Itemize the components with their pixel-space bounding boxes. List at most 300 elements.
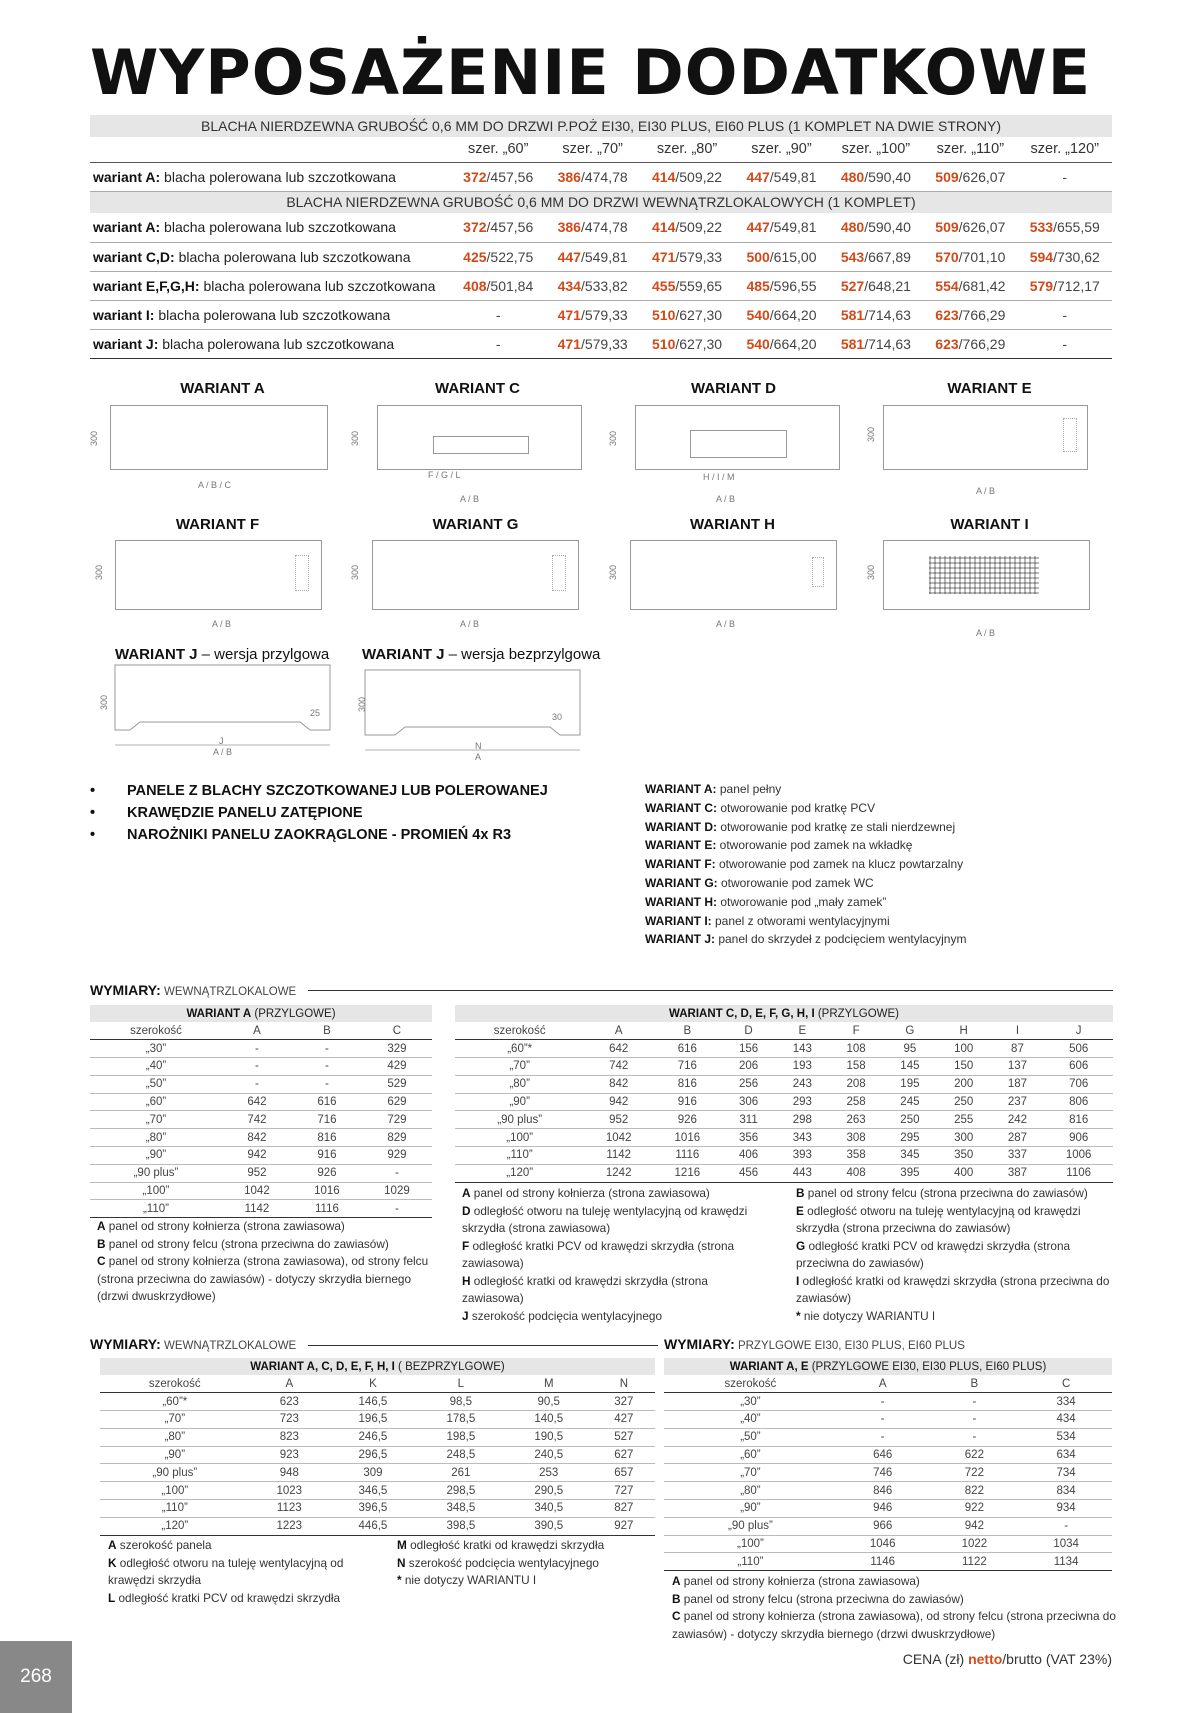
gross-price: /681,42: [958, 277, 1006, 294]
variant-name: wariant E,F,G,H:: [93, 277, 200, 294]
price-cell: [829, 162, 923, 191]
table-cell: 922: [929, 1500, 1021, 1518]
table-row: [100, 1446, 655, 1464]
panel-drawing-g: [372, 540, 579, 610]
table-cell: 245: [883, 1093, 937, 1111]
legend-key: WARIANT D:: [645, 819, 717, 834]
net-price: 372: [463, 219, 487, 236]
table-cell: 1006: [1044, 1147, 1113, 1165]
table-cell: 248,5: [417, 1446, 505, 1464]
column-header-row: [664, 1375, 1112, 1393]
table-cell: 729: [362, 1111, 432, 1129]
note-key: *: [796, 1308, 801, 1323]
table-cell: 100: [937, 1040, 991, 1058]
column-header: M: [505, 1375, 593, 1393]
note-key: K: [108, 1555, 117, 1570]
price-cell: [923, 242, 1017, 271]
section-heading: WYMIARY: PRZYLGOWE EI30, EI30 PLUS, EI60 PLUS: [664, 1336, 965, 1352]
note-item: [672, 1591, 1117, 1609]
price-cell: [1018, 300, 1112, 329]
table-cell: „100”: [90, 1182, 222, 1200]
gross-price: /533,82: [580, 277, 628, 294]
note-item: [796, 1203, 1116, 1238]
table-cell: 1116: [653, 1147, 722, 1165]
table-cell: 829: [362, 1129, 432, 1147]
column-header: G: [883, 1022, 937, 1040]
table-cell: 95: [883, 1040, 937, 1058]
table-cell: 723: [250, 1411, 329, 1429]
table-cell: 434: [1020, 1411, 1112, 1429]
table-cell: 348,5: [417, 1500, 505, 1518]
table-cell: 623: [250, 1393, 329, 1411]
table-cell: 237: [991, 1093, 1045, 1111]
table-cell: 287: [991, 1129, 1045, 1147]
table-cell: „90”: [455, 1093, 584, 1111]
table-cell: 290,5: [505, 1482, 593, 1500]
table-cell: 427: [593, 1411, 655, 1429]
table-cell: 923: [250, 1446, 329, 1464]
table-cell: „120”: [455, 1164, 584, 1182]
variant-name: wariant J:: [93, 335, 159, 352]
table-cell: „110”: [455, 1147, 584, 1165]
note-text: panel od strony felcu (strona przeciwna do zawiasów): [804, 1186, 1088, 1200]
dim-width: A / B: [460, 494, 480, 504]
net-price: 386: [557, 219, 581, 236]
table-row: [664, 1535, 1112, 1553]
table-cell: 446,5: [329, 1517, 417, 1535]
table-cell: „30”: [90, 1040, 222, 1058]
gross-price: /626,07: [958, 219, 1006, 236]
table-cell: 298: [775, 1111, 829, 1129]
page-title: WYPOSAŻENIE DODATKOWE: [90, 36, 1092, 109]
note-key: F: [462, 1238, 470, 1253]
dimensions-table-cdefghi: [455, 1005, 1113, 1183]
width-header: szer. „120”: [1018, 137, 1112, 162]
variant-legend: [645, 780, 966, 949]
table-cell: 642: [584, 1040, 653, 1058]
table-cell: 137: [991, 1058, 1045, 1076]
table-cell: 156: [722, 1040, 776, 1058]
price-row: [90, 329, 1112, 358]
gross-price: /457,56: [486, 168, 534, 185]
price-cell: [640, 213, 734, 242]
variant-desc: blacha polerowana lub szczotkowana: [174, 248, 411, 265]
net-price: 623: [935, 306, 959, 323]
table-cell: 534: [1020, 1428, 1112, 1446]
table-row: [90, 1058, 432, 1076]
table-cell: 400: [937, 1164, 991, 1182]
table-cell: „80”: [664, 1482, 837, 1500]
legend-text: panel do skrzydeł z podcięciem wentylacyjnym: [715, 932, 967, 947]
gross-price: -: [1062, 168, 1068, 185]
table-cell: „90 plus”: [100, 1464, 250, 1482]
table-cell: 1042: [584, 1129, 653, 1147]
table-cell: 343: [775, 1129, 829, 1147]
net-price: 447: [746, 168, 770, 185]
table-cell: -: [222, 1075, 292, 1093]
caption-text: (PRZYLGOWE): [251, 1007, 336, 1020]
price-cell: [829, 300, 923, 329]
legend-item: [645, 874, 966, 893]
note-item: [672, 1608, 1117, 1643]
table-caption: [664, 1358, 1112, 1375]
legend-key: WARIANT H:: [645, 894, 717, 909]
table-row: [664, 1446, 1112, 1464]
note-item: [462, 1203, 772, 1238]
note-item: [97, 1236, 437, 1254]
table-row: [100, 1482, 655, 1500]
table-cell: 642: [222, 1093, 292, 1111]
gross-price: /474,78: [580, 219, 628, 236]
note-text: szerokość podcięcia wentylacyjnego: [405, 1555, 599, 1570]
price-cell: [451, 300, 545, 329]
table-cell: 340,5: [505, 1500, 593, 1518]
dim-height: 300: [94, 564, 104, 580]
table-cell: 393: [775, 1147, 829, 1165]
variant-c-title: WARIANT C: [435, 380, 520, 397]
table-cell: 916: [292, 1147, 362, 1165]
note-item: [462, 1308, 772, 1326]
table-row: [90, 1075, 432, 1093]
price-row: [90, 213, 1112, 242]
width-header: szer. „90”: [734, 137, 828, 162]
table-cell: 506: [1044, 1040, 1113, 1058]
table-caption-row: [90, 1005, 432, 1022]
note-text: panel od strony kołnierza (strona zawiasowa): [105, 1219, 345, 1233]
variant-h-title: WARIANT H: [690, 516, 775, 533]
variant-name: wariant A:: [93, 168, 161, 185]
table-caption-row: [100, 1358, 655, 1375]
note-key: C: [97, 1254, 106, 1268]
caption-bold: WARIANT A, E: [729, 1360, 809, 1373]
table-cell: -: [837, 1393, 929, 1411]
table-row: [100, 1428, 655, 1446]
note-item: [97, 1253, 437, 1306]
table-cell: 358: [829, 1147, 883, 1165]
table-row: [90, 1111, 432, 1129]
legend-text: panel z otworami wentylacyjnymi: [711, 913, 890, 928]
table-cell: 345: [883, 1147, 937, 1165]
gross-price: /474,78: [580, 168, 628, 185]
net-price: 447: [746, 219, 770, 236]
gross-price: /626,07: [958, 168, 1006, 185]
table-cell: 926: [653, 1111, 722, 1129]
variant-j2-title: WARIANT J – wersja bezprzylgowa: [362, 646, 601, 663]
net-price: 623: [935, 335, 959, 352]
net-price: 447: [557, 248, 581, 265]
steel-grille-cutout: [690, 430, 787, 458]
note-key: *: [397, 1573, 402, 1587]
table-row: [664, 1411, 1112, 1429]
net-price: 480: [840, 168, 865, 185]
table-cell: 1123: [250, 1500, 329, 1518]
note-text: odległość kratki PCV od krawędzi skrzydła: [115, 1590, 341, 1605]
table-cell: 195: [883, 1075, 937, 1093]
dim-width: A / B: [213, 747, 233, 757]
table-cell: 846: [837, 1482, 929, 1500]
note-text: panel od strony kołnierza (strona zawiasowa): [470, 1186, 710, 1200]
gross-price: /615,00: [769, 248, 817, 265]
note-text: panel od strony felcu (strona przeciwna do zawiasów): [105, 1236, 389, 1251]
table-cell: 263: [829, 1111, 883, 1129]
table-cell: „90”: [90, 1147, 222, 1165]
table-row: [664, 1482, 1112, 1500]
price-cell: [829, 242, 923, 271]
table-cell: 1022: [929, 1535, 1021, 1553]
legend-text: otworowanie pod zamek WC: [717, 875, 874, 890]
note-key: D: [462, 1203, 471, 1218]
column-header: H: [937, 1022, 991, 1040]
price-row: [90, 162, 1112, 191]
column-header: J: [1044, 1022, 1113, 1040]
price-table: [90, 115, 1112, 359]
column-header: A: [222, 1022, 292, 1040]
table-row: [455, 1040, 1113, 1058]
price-cell: [640, 162, 734, 191]
legend-item: [645, 893, 966, 912]
dim-height: 300: [608, 430, 618, 446]
note-text: odległość kratki od krawędzi skrzydła (strona zawiasowa): [462, 1273, 708, 1305]
table-cell: 253: [505, 1464, 593, 1482]
table-cell: „110”: [664, 1553, 837, 1571]
table-cell: 1023: [250, 1482, 329, 1500]
variant-desc: blacha polerowana lub szczotkowana: [160, 168, 396, 185]
note-text: panel od strony kołnierza (strona zawiasowa), od strony felcu (strona przeciwna do zawiasów) - dotyczy skrzydła biernego (drzwi dwuskrzydłowe): [672, 1609, 1116, 1641]
variant-label: [90, 271, 451, 300]
table-cell: 337: [991, 1147, 1045, 1165]
dim-height: 300: [357, 696, 367, 712]
table-caption: [455, 1005, 1113, 1022]
table-row: [90, 1129, 432, 1147]
table-cell: 1134: [1020, 1553, 1112, 1571]
note-item: [462, 1185, 772, 1203]
panel-drawing-f: [115, 540, 322, 610]
note-item: [796, 1185, 1116, 1203]
table-cell: 942: [222, 1147, 292, 1165]
table-row: [90, 1093, 432, 1111]
legend-key: WARIANT G:: [645, 875, 718, 890]
price-cell: [829, 329, 923, 358]
table-row: [455, 1111, 1113, 1129]
table-cell: 296,5: [329, 1446, 417, 1464]
table-cell: 246,5: [329, 1428, 417, 1446]
lock-cutout: [1063, 418, 1077, 452]
price-footer: CENA (zł) netto/brutto (VAT 23%): [902, 1651, 1112, 1667]
column-header-row: [90, 1022, 432, 1040]
table-cell: 395: [883, 1164, 937, 1182]
table-row: [90, 1200, 432, 1218]
table-cell: 261: [417, 1464, 505, 1482]
table-cell: 243: [775, 1075, 829, 1093]
note-text: odległość kratki od krawędzi skrzydła: [406, 1538, 605, 1552]
net-price: 570: [935, 248, 959, 265]
dim-cut-height: 25: [310, 708, 321, 718]
price-cell: [451, 242, 545, 271]
table-cell: 834: [1020, 1482, 1112, 1500]
table-caption: [90, 1005, 432, 1022]
net-price: 581: [840, 306, 865, 323]
column-header: I: [991, 1022, 1045, 1040]
note-key: B: [796, 1186, 805, 1200]
price-cell: [734, 329, 828, 358]
gross-price: -: [1062, 335, 1068, 352]
width-header: szer. „100”: [829, 137, 923, 162]
notes-right: [796, 1185, 1116, 1325]
table-cell: 629: [362, 1093, 432, 1111]
table-cell: 396,5: [329, 1500, 417, 1518]
gross-price: /549,81: [769, 219, 817, 236]
table-cell: 390,5: [505, 1517, 593, 1535]
table-cell: 200: [937, 1075, 991, 1093]
table-row: [90, 1147, 432, 1165]
gross-price: /664,20: [769, 335, 817, 352]
price-cell: [1018, 162, 1112, 191]
variant-d-title: WARIANT D: [691, 380, 776, 397]
caption-text: (PRZYLGOWE): [814, 1007, 899, 1020]
price-cell: [1018, 329, 1112, 358]
table-cell: 966: [837, 1517, 929, 1535]
table-cell: 1016: [292, 1182, 362, 1200]
dim-height: 300: [89, 430, 99, 446]
dim-height: 300: [99, 694, 109, 710]
table-cell: 356: [722, 1129, 776, 1147]
divider: [308, 990, 1113, 991]
net-price: 480: [840, 219, 865, 236]
panel-drawing-d: [635, 405, 840, 470]
table-cell: 1142: [222, 1200, 292, 1218]
dim-height: 300: [350, 564, 360, 580]
note-text: nie dotyczy WARIANTU I: [800, 1308, 936, 1323]
legend-key: WARIANT F:: [645, 857, 716, 872]
table-cell: „120”: [100, 1517, 250, 1535]
table-cell: 443: [775, 1164, 829, 1182]
legend-text: otworowanie pod „mały zamek”: [717, 894, 887, 909]
variant-label: [90, 242, 451, 271]
column-header: szerokość: [455, 1022, 584, 1040]
table-cell: „70”: [455, 1058, 584, 1076]
price-cell: [1018, 271, 1112, 300]
dim-width: A / B: [976, 628, 996, 638]
gross-price: /549,81: [580, 248, 628, 265]
caption-bold: WARIANT A, C, D, E, F, H, I: [250, 1360, 395, 1373]
price-cell: [545, 242, 639, 271]
table-cell: 398,5: [417, 1517, 505, 1535]
table-cell: 946: [837, 1500, 929, 1518]
table-cell: 240,5: [505, 1446, 593, 1464]
table-cell: 300: [937, 1129, 991, 1147]
price-cell: [923, 271, 1017, 300]
gross-price: /712,17: [1053, 277, 1100, 294]
table-row: [100, 1500, 655, 1518]
table-row: [455, 1147, 1113, 1165]
table-cell: „100”: [664, 1535, 837, 1553]
net-price: 425: [463, 248, 487, 265]
gross-price: /579,33: [675, 248, 723, 265]
gross-price: /522,75: [486, 248, 534, 265]
net-price: 414: [652, 219, 676, 236]
price-row: [90, 300, 1112, 329]
gross-price: /509,22: [675, 168, 723, 185]
net-price: 500: [746, 248, 770, 265]
variant-name: wariant I:: [93, 306, 155, 323]
notes-left: [108, 1537, 378, 1607]
note-item: [462, 1273, 772, 1308]
table-cell: -: [837, 1411, 929, 1429]
table-row: [664, 1464, 1112, 1482]
note-key: H: [462, 1273, 471, 1288]
table-row: [100, 1393, 655, 1411]
table-row: [455, 1129, 1113, 1147]
legend-key: WARIANT C:: [645, 800, 717, 815]
gross-price: /549,81: [769, 168, 817, 185]
column-header: C: [362, 1022, 432, 1040]
table-cell: „100”: [100, 1482, 250, 1500]
price-cell: [923, 162, 1017, 191]
price-row: [90, 242, 1112, 271]
gross-price: /627,30: [675, 306, 723, 323]
net-price: 434: [557, 277, 581, 294]
table-cell: 206: [722, 1058, 776, 1076]
gross-price: /457,56: [486, 219, 534, 236]
variant-e-title: WARIANT E: [947, 380, 1032, 397]
note-item: [108, 1537, 378, 1555]
price-cell: [545, 271, 639, 300]
dim-height: 300: [350, 430, 360, 446]
variant-a-title: WARIANT A: [180, 380, 265, 397]
table-cell: „90 plus”: [455, 1111, 584, 1129]
price-cell: [451, 213, 545, 242]
price-cell: [734, 213, 828, 242]
variant-label: [90, 162, 451, 191]
table-cell: „60”*: [100, 1393, 250, 1411]
table-cell: 1146: [837, 1553, 929, 1571]
net-price: 471: [652, 248, 676, 265]
table-cell: 657: [593, 1464, 655, 1482]
net-price: 408: [463, 277, 487, 294]
table-cell: 806: [1044, 1093, 1113, 1111]
table-cell: 346,5: [329, 1482, 417, 1500]
legend-key: WARIANT J:: [645, 932, 715, 947]
gross-price: /590,40: [864, 219, 911, 236]
section-header: BLACHA NIERDZEWNA GRUBOŚĆ 0,6 MM DO DRZWI P.POŻ EI30, EI30 PLUS, EI60 PLUS (1 KOMPLET NA DWIE STRONY): [90, 115, 1112, 137]
note-item: [796, 1308, 1116, 1326]
table-cell: 178,5: [417, 1411, 505, 1429]
column-header: N: [593, 1375, 655, 1393]
dimensions-table-a: [90, 1005, 432, 1218]
table-cell: 1116: [292, 1200, 362, 1218]
table-row: [455, 1164, 1113, 1182]
table-cell: 408: [829, 1164, 883, 1182]
table-cell: „70”: [90, 1111, 222, 1129]
section-heading: WYMIARY: WEWNĄTRZLOKALOWE: [90, 1336, 297, 1352]
note-item: [796, 1238, 1116, 1273]
dim-width: A / B / C: [198, 480, 232, 490]
table-cell: 616: [653, 1040, 722, 1058]
table-cell: 309: [329, 1464, 417, 1482]
variant-name: wariant A:: [93, 219, 161, 236]
notes-ei: [672, 1573, 1117, 1643]
table-cell: „80”: [100, 1428, 250, 1446]
net-price: 579: [1029, 277, 1054, 294]
net-price: 527: [840, 277, 865, 294]
table-cell: -: [929, 1393, 1021, 1411]
note-text: odległość otworu na tuleję wentylacyjną od krawędzi skrzydła (strona przeciwna do zawiasów): [796, 1203, 1081, 1235]
dim-width: A / B: [976, 486, 996, 496]
price-cell: [734, 300, 828, 329]
net-price: 414: [652, 168, 676, 185]
feature-bullets: [90, 780, 548, 846]
dimensions-table-bezprzylgowe: [100, 1358, 655, 1536]
